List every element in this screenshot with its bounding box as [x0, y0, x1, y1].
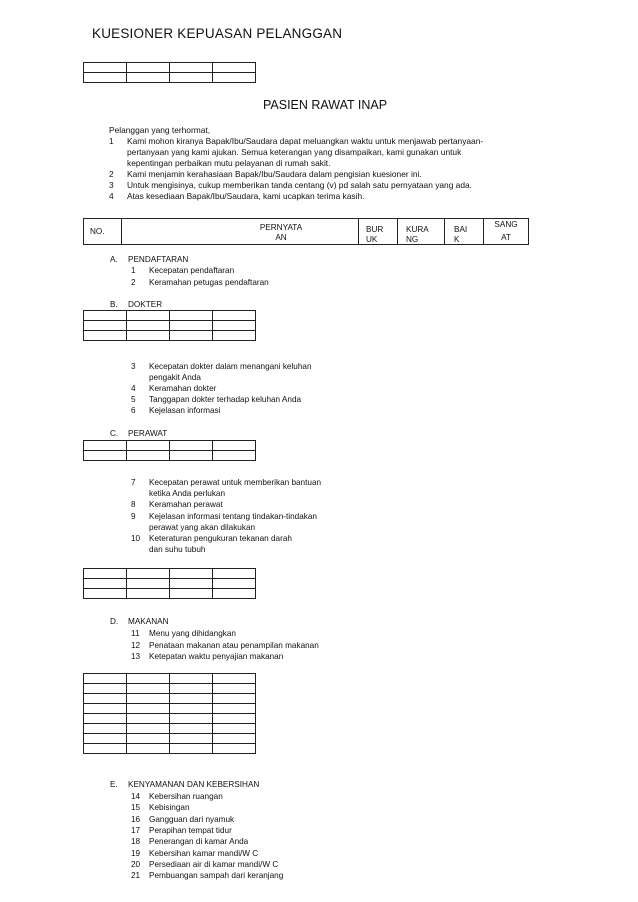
- blank-grid-top: [83, 62, 256, 83]
- question-item: 7 Kecepatan perawat untuk memberikan bantuan ketika Anda perlukan: [131, 478, 322, 498]
- intro-point: 2 Kami menjamin kerahasiaan Bapak/Ibu/Saudara dalam pengisian kuesioner ini.: [109, 169, 422, 179]
- question-item: 17 Perapihan tempat tidur: [131, 826, 232, 835]
- question-item: 4 Keramahan dokter: [131, 384, 217, 393]
- section-c-heading: C. PERAWAT: [110, 429, 168, 438]
- question-item: 13 Ketepatan waktu penyajian makanan: [131, 652, 284, 661]
- question-item: 14 Kebersihan ruangan: [131, 792, 223, 801]
- section-b-heading: B. DOKTER: [110, 300, 163, 309]
- question-item: 6 Kejelasan informasi: [131, 406, 221, 415]
- question-item: 11 Menu yang dihidangkan: [131, 629, 236, 638]
- question-item: 8 Keramahan perawat: [131, 500, 223, 509]
- header-sangat: SANG AT: [494, 220, 518, 242]
- question-item: 10 Keteraturan pengukuran tekanan darah dan suhu tubuh: [131, 534, 292, 554]
- question-item: 3 Kecepatan dokter dalam menangani keluhan pengakit Anda: [131, 362, 312, 382]
- question-item: 19 Kebersihan kamar mandi/W C: [131, 849, 259, 858]
- blank-grid-c2: [83, 568, 256, 599]
- intro-point: 1 Kami mohon kiranya Bapak/Ibu/Saudara dapat meluangkan waktu untuk menjawab pertanyaan- pertanyaan yang kami ajukan. Semua keterangan yang disampaikan, kami gunakan untuk kepentingan perbaikan mutu pelayanan di rumah sakit.: [109, 136, 484, 168]
- section-a-heading: A. PENDAFTARAN: [110, 255, 189, 264]
- header-no: NO.: [90, 227, 105, 236]
- blank-grid-b: [83, 310, 256, 341]
- header-baik: BAI K: [454, 225, 468, 244]
- question-item: 15 Kebisingan: [131, 803, 190, 812]
- header-buruk: BUR UK: [366, 225, 384, 244]
- section-d-heading: D. MAKANAN: [110, 617, 169, 626]
- section-e-heading: E. KENYAMANAN DAN KEBERSIHAN: [110, 780, 260, 789]
- blank-grid-d: [83, 673, 256, 754]
- questionnaire-table-header: [83, 218, 529, 245]
- question-item: 5 Tanggapan dokter terhadap keluhan Anda: [131, 395, 302, 404]
- document-subtitle: PASIEN RAWAT INAP: [263, 98, 388, 112]
- header-kurang: KURA NG: [406, 225, 429, 244]
- question-item: 20 Persediaan air di kamar mandi/W C: [131, 860, 279, 869]
- header-pernyataan: PERNYATA AN: [259, 223, 303, 242]
- intro-greeting: Pelanggan yang terhormat,: [109, 125, 211, 135]
- blank-grid-c: [83, 440, 256, 461]
- question-item: 21 Pembuangan sampah dari keranjang: [131, 871, 284, 880]
- question-item: 2 Keramahan petugas pendaftaran: [131, 278, 269, 287]
- document-title: KUESIONER KEPUASAN PELANGGAN: [92, 26, 343, 41]
- intro-point: 4 Atas kesediaan Bapak/Ibu/Saudara, kami ucapkan terima kasih.: [109, 191, 365, 201]
- intro-block: [109, 125, 529, 202]
- question-item: 18 Penerangan di kamar Anda: [131, 837, 249, 846]
- question-item: 9 Kejelasan informasi tentang tindakan-tindakan perawat yang akan dilakukan: [131, 512, 317, 532]
- question-item: 1 Kecepatan pendaftaran: [131, 266, 235, 275]
- intro-point: 3 Untuk mengisinya, cukup memberikan tanda centang (v) pd salah satu pernyataan yang ada.: [109, 180, 472, 190]
- question-item: 12 Penataan makanan atau penampilan makanan: [131, 641, 319, 650]
- question-item: 16 Gangguan dari nyamuk: [131, 815, 235, 824]
